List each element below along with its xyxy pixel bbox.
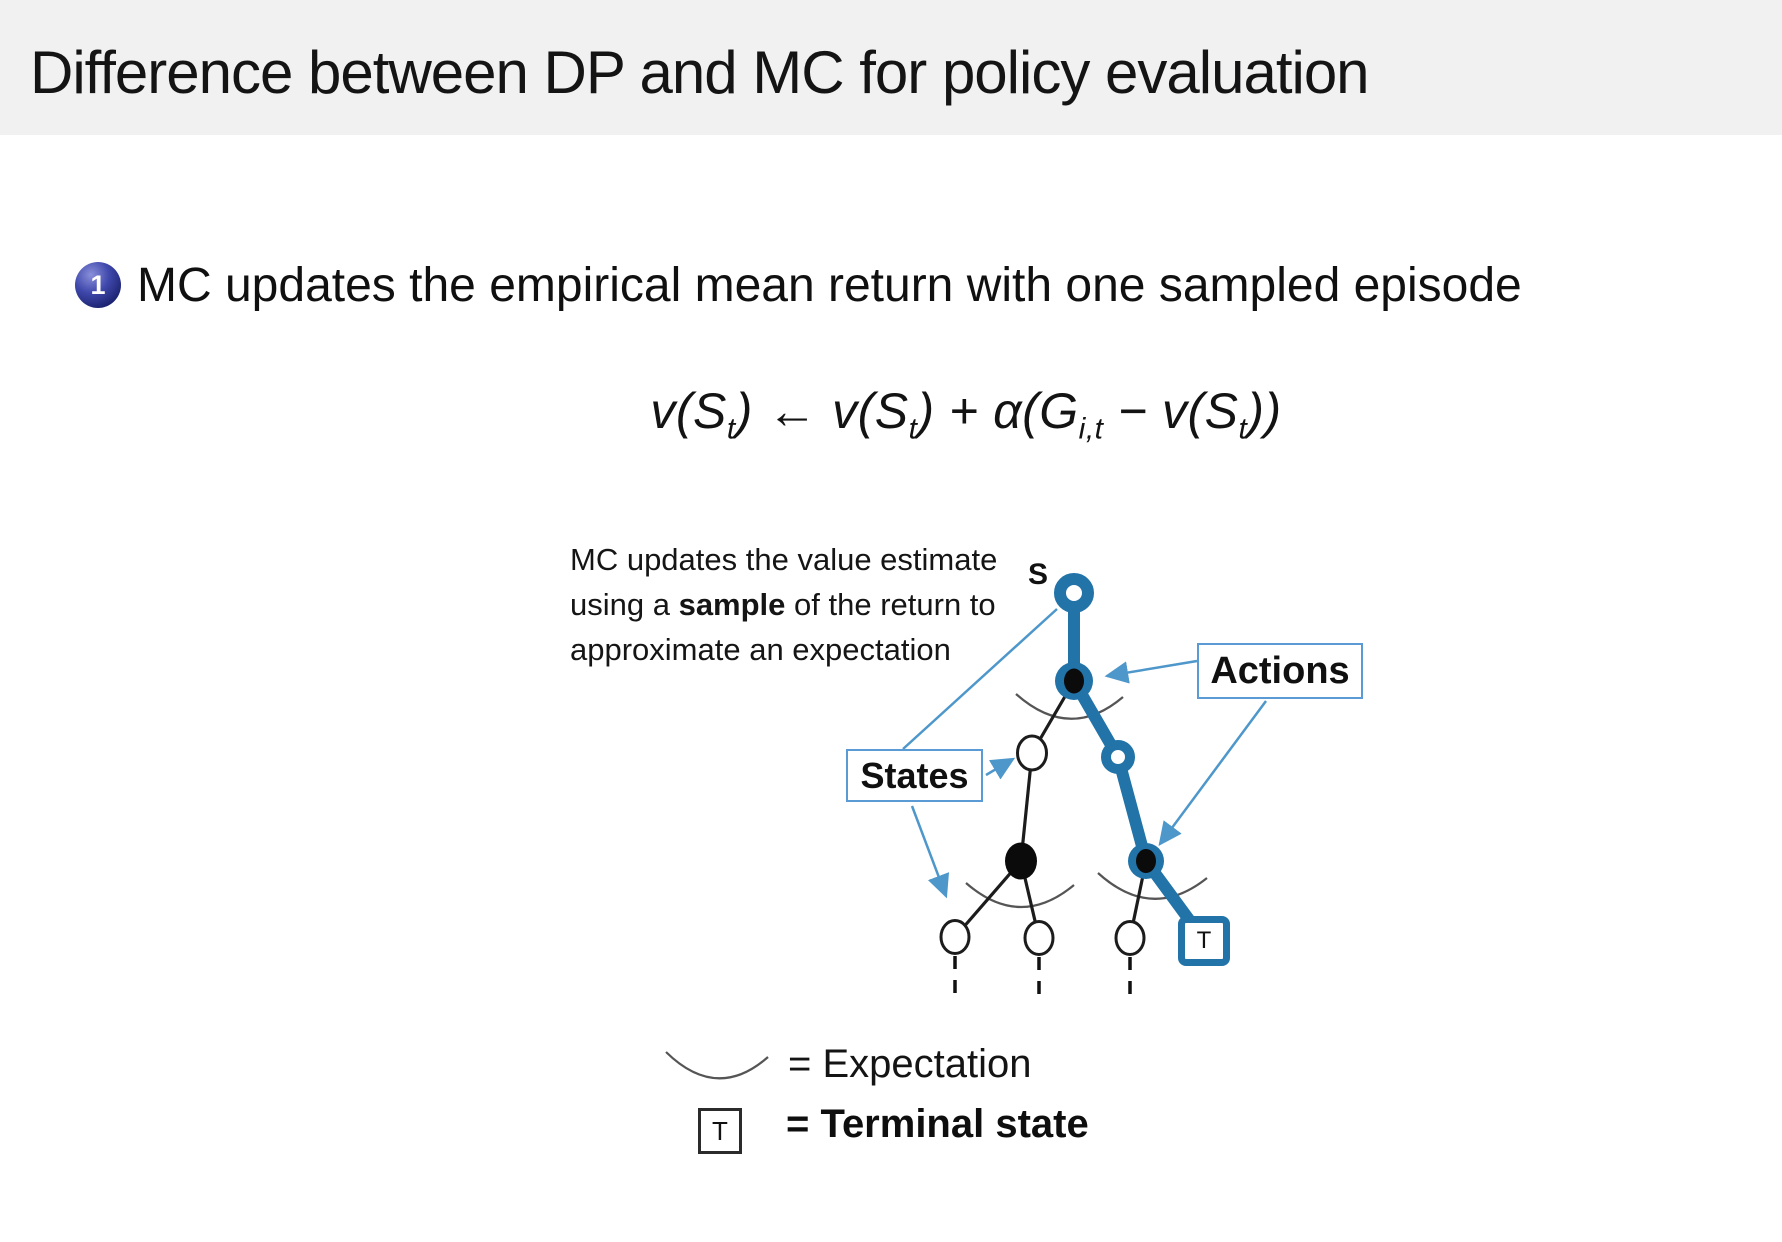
root-state-node: [1060, 579, 1088, 607]
formula-subscript: t: [1238, 412, 1248, 446]
left-state-node: [1018, 736, 1047, 770]
sampled-action-node: [1136, 849, 1156, 873]
page-title: Difference between DP and MC for policy evaluation: [30, 39, 1369, 106]
states-to-state-arrow: [986, 759, 1013, 775]
note-line2: [570, 582, 1040, 627]
formula-subscript: t: [726, 412, 736, 446]
formula-subscript: i,t: [1078, 412, 1104, 446]
note-line1: MC updates the value estimate: [570, 542, 998, 577]
terminal-state-letter: T: [1196, 927, 1212, 954]
note-line2-bold: sample: [678, 587, 786, 622]
sampled-state-node: [1106, 745, 1130, 769]
formula-subscript: t: [908, 412, 918, 446]
legend-terminal-symbol: T: [712, 1115, 728, 1146]
actions-label-box: [1197, 643, 1363, 699]
note-line2-pre: using a: [570, 587, 679, 622]
diagram-note: [570, 537, 1040, 672]
note-line3: approximate an expectation: [570, 632, 951, 667]
note-line2-post: of the return to: [785, 587, 996, 622]
legend-terminal-label: = Terminal state: [786, 1102, 1089, 1146]
legend-expectation-label: = Expectation: [788, 1042, 1032, 1086]
expectation-arc-legend-symbol: [666, 1052, 768, 1078]
actions-to-top-action-arrow: [1107, 661, 1197, 676]
leaf-state-node: [1116, 922, 1144, 955]
formula-part: − v(S: [1103, 383, 1239, 439]
actions-to-sampled-action-arrow: [1160, 701, 1266, 844]
states-label: States: [860, 754, 969, 796]
legend-terminal-symbol-box: [698, 1108, 742, 1154]
formula-part: v(S: [650, 383, 727, 439]
bullet-text: MC updates the empirical mean return with one sampled episode: [137, 259, 1522, 312]
terminal-state-box: [1178, 916, 1230, 966]
top-action-node: [1064, 669, 1084, 694]
actions-label: Actions: [1210, 649, 1350, 692]
left-action-node: [1005, 843, 1037, 880]
states-label-box: [846, 749, 983, 802]
leaf-state-node: [1025, 922, 1053, 955]
root-state-label: S: [1028, 558, 1049, 591]
formula-part: ) + α(G: [917, 383, 1079, 439]
formula-part: )): [1247, 383, 1282, 439]
formula-part: ) ← v(S: [735, 383, 909, 439]
states-to-leaf-arrow: [912, 806, 946, 896]
leaf-state-node: [941, 921, 969, 954]
bullet-number: 1: [90, 269, 106, 300]
